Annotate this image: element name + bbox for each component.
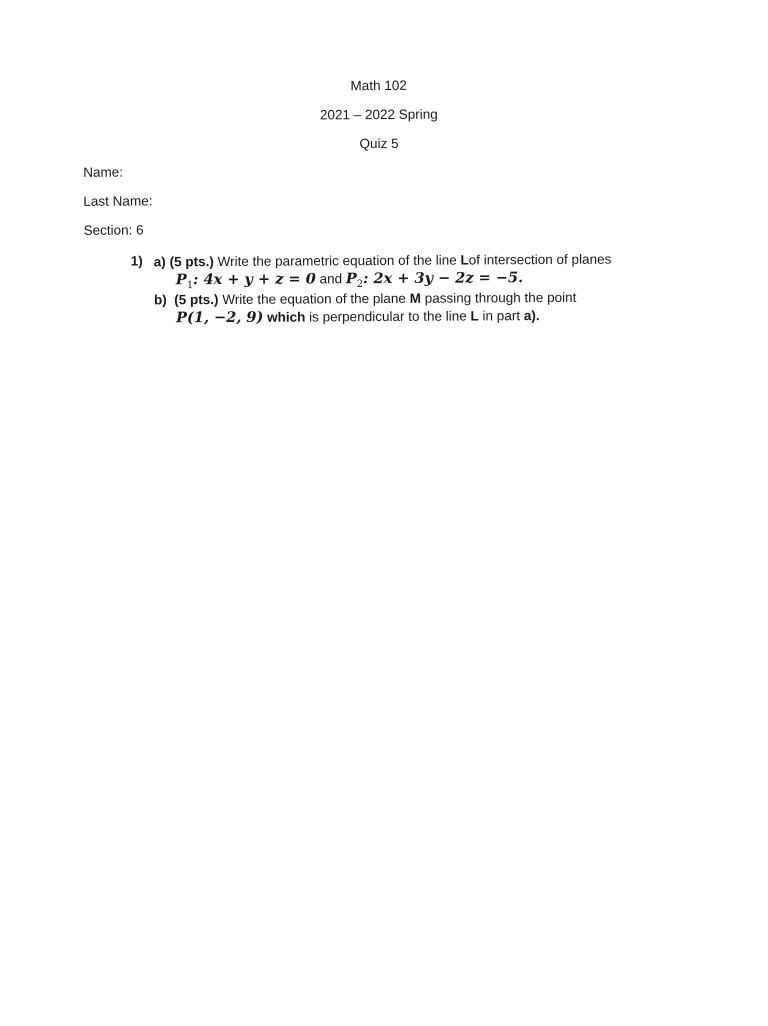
name-label: Name: <box>83 164 124 180</box>
part-a-points: (5 pts.) <box>169 254 214 270</box>
part-b-label: b) <box>153 292 167 308</box>
part-a-text-2: of intersection of planes <box>468 251 612 268</box>
part-b-line-name: L <box>470 308 479 324</box>
question-number: 1) <box>130 253 143 269</box>
part-b-line-1 <box>154 290 576 308</box>
point-p: P(1, −2, 9) <box>176 308 264 327</box>
part-b-text-1: Write the equation of the plane <box>222 290 406 307</box>
part-b-text-3: is perpendicular to the line <box>309 308 467 325</box>
part-a-line-name: L <box>460 252 469 268</box>
part-b-text-2: passing through the point <box>424 289 577 306</box>
part-b-part-ref: a). <box>523 308 540 324</box>
quiz-title: Quiz 5 <box>359 135 399 152</box>
part-a-line-1 <box>154 252 612 270</box>
part-a-text-1: Write the parametric equation of the line <box>217 252 457 270</box>
part-b-which: which <box>267 309 306 325</box>
part-a-label: a) <box>153 254 166 270</box>
section-label: Section: 6 <box>83 222 144 238</box>
part-b-plane-name: M <box>409 290 421 306</box>
last-name-label: Last Name: <box>83 193 153 209</box>
part-b-text-4: in part <box>482 308 521 324</box>
part-b-points: (5 pts.) <box>174 292 219 308</box>
plane-1-equation: $P_1$: 4x + y + z = 0 <box>175 270 316 292</box>
plane-2-equation: $P_2$: 2x + 3y − 2z = −5. <box>345 269 524 291</box>
course-title: Math 102 <box>350 77 407 94</box>
term-title: 2021 – 2022 Spring <box>319 106 438 123</box>
part-a-line-2 <box>176 269 523 291</box>
part-b-line-2 <box>176 307 540 326</box>
part-a-joiner: and <box>319 271 343 287</box>
